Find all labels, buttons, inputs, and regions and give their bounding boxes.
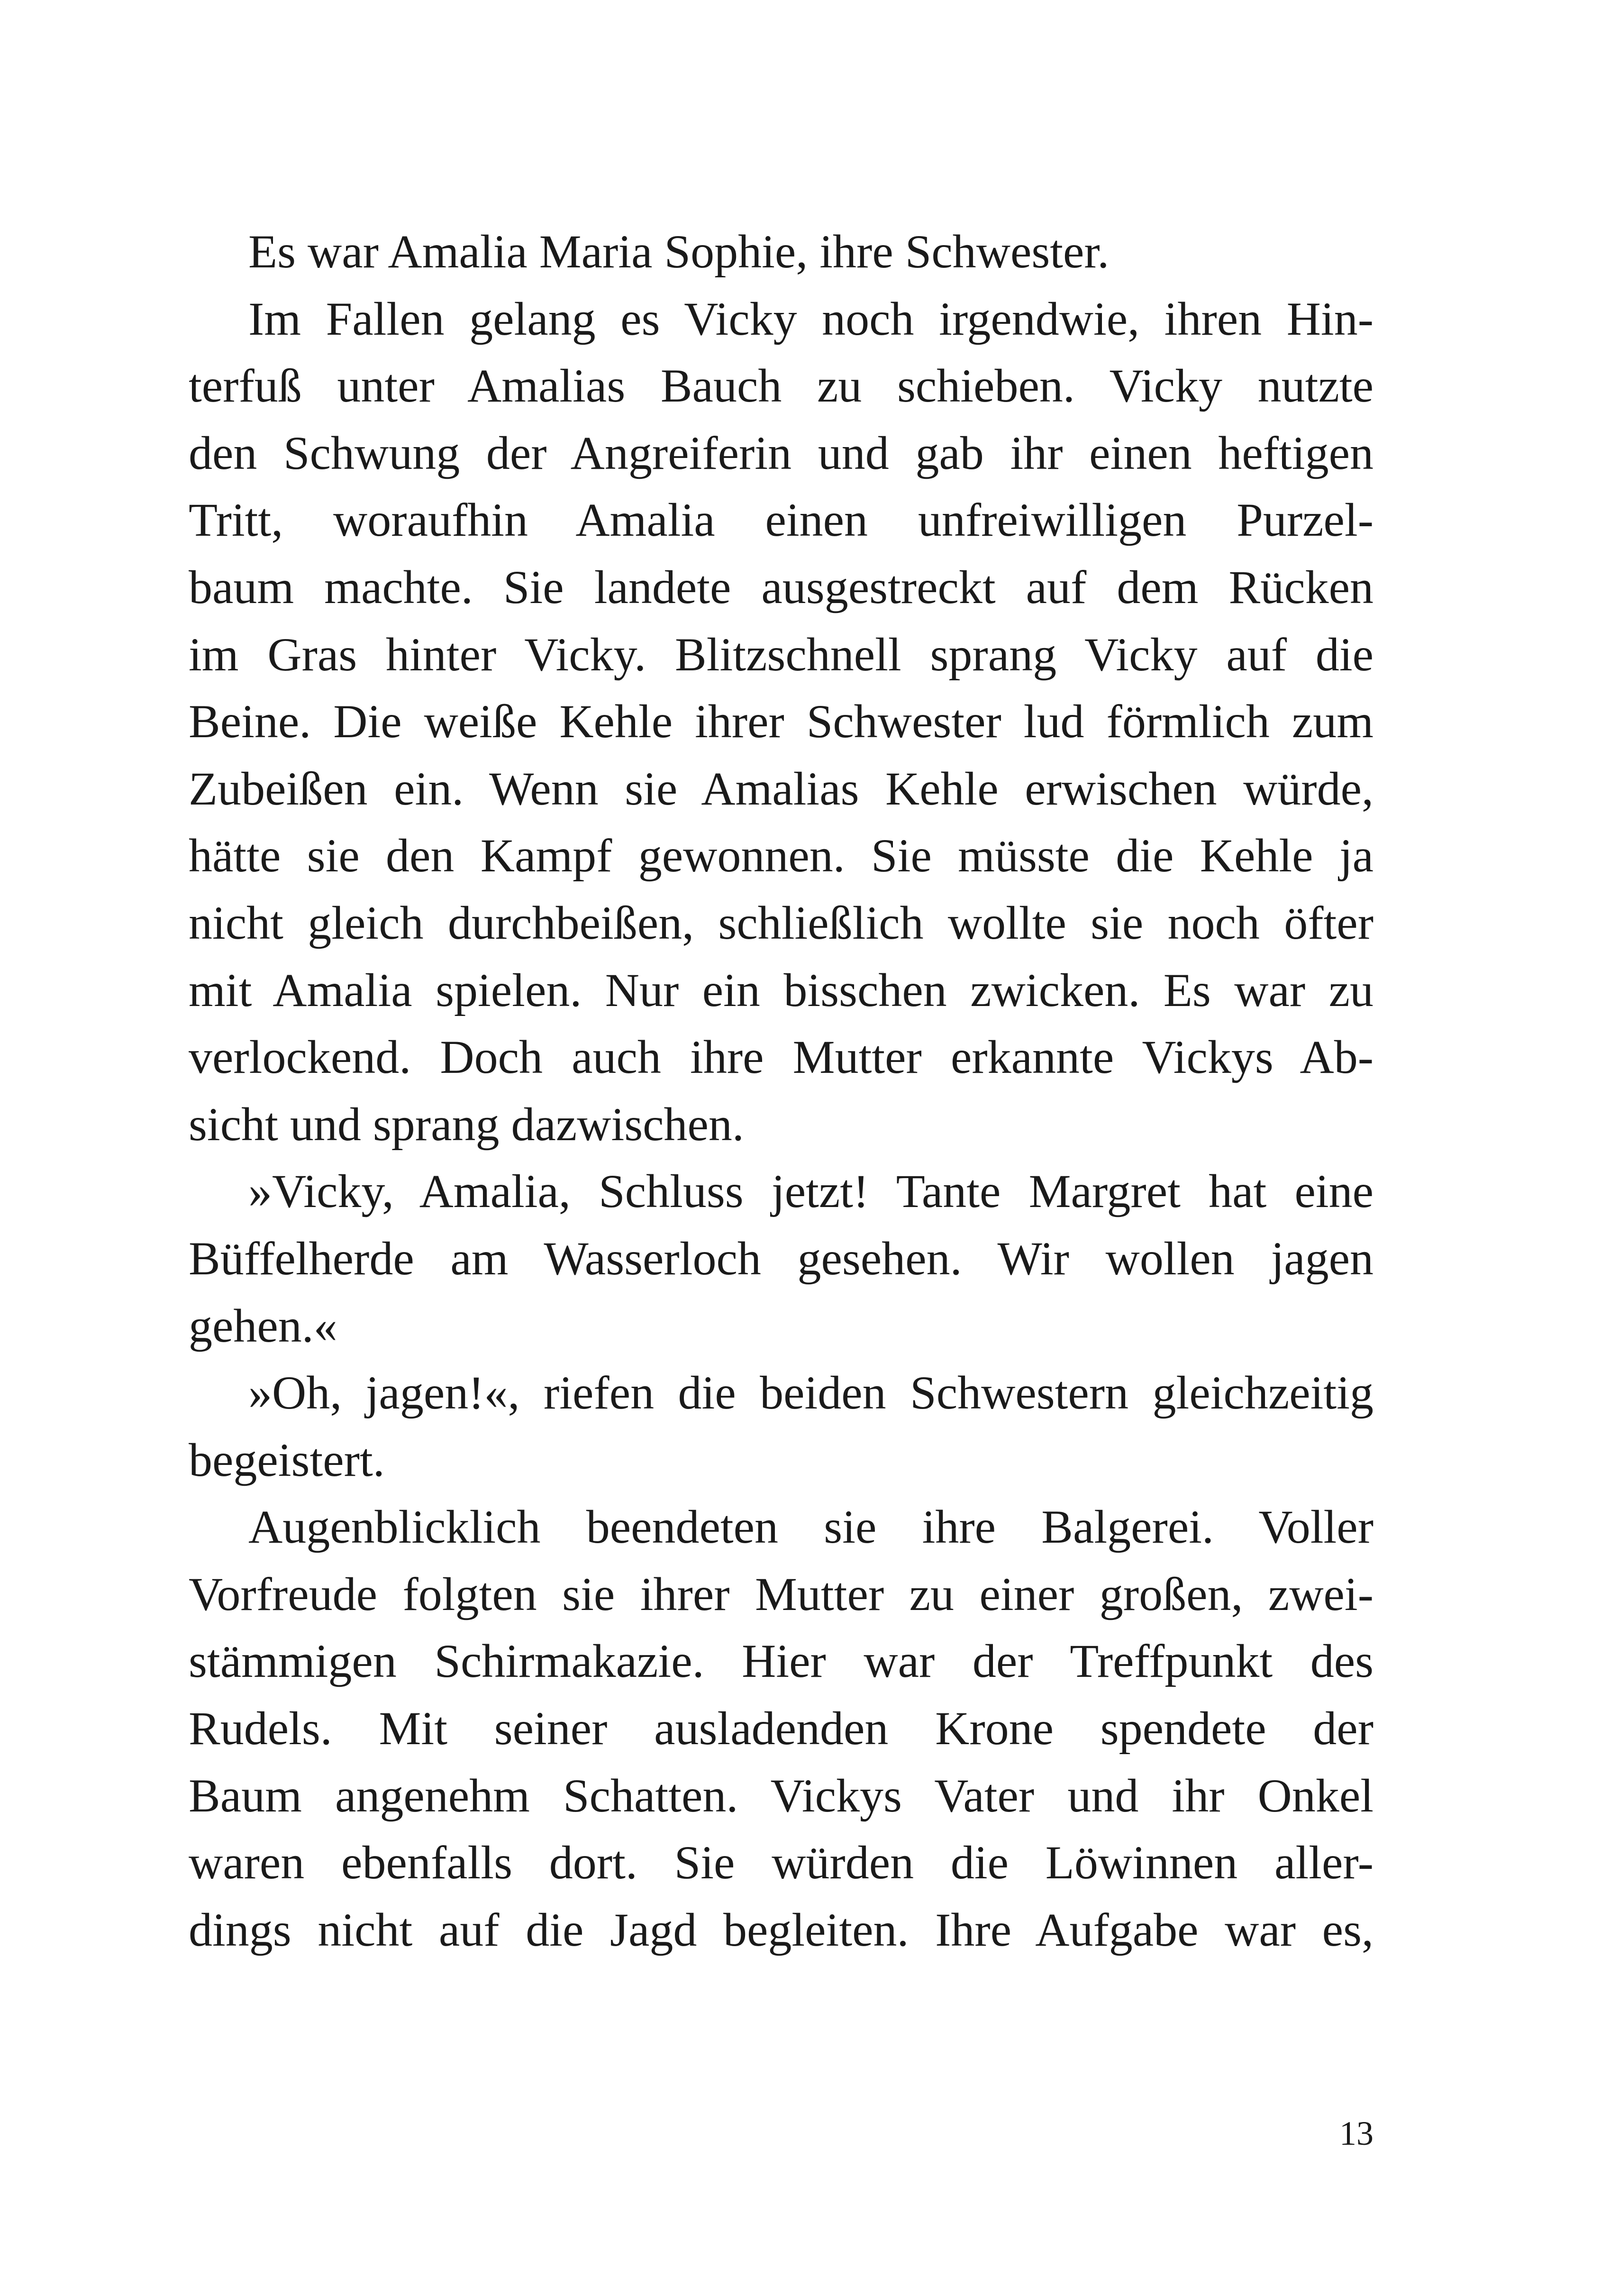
text-line: gehen.«: [189, 1299, 337, 1352]
text-line: terfuß unter Amalias Bauch zu schieben. Vicky nutzte: [189, 359, 1374, 412]
text-line: »Oh, jagen!«, riefen die beiden Schwestern gleichzeitig: [248, 1366, 1374, 1419]
text-line: Baum angenehm Schatten. Vickys Vater und ihr Onkel: [189, 1769, 1374, 1822]
text-line: Es war Amalia Maria Sophie, ihre Schwester.: [248, 225, 1110, 278]
text-line: den Schwung der Angreiferin und gab ihr einen heftigen: [189, 426, 1374, 479]
text-line: sicht und sprang dazwischen.: [189, 1098, 744, 1151]
text-line: Vorfreude folgten sie ihrer Mutter zu einer großen, zwei-: [189, 1567, 1374, 1620]
text-line: stämmigen Schirmakazie. Hier war der Treffpunkt des: [189, 1635, 1374, 1688]
page-number: 13: [1339, 2114, 1374, 2152]
text-line: begeistert.: [189, 1433, 385, 1486]
text-line: mit Amalia spielen. Nur ein bisschen zwicken. Es war zu: [189, 963, 1374, 1016]
text-line: Zubeißen ein. Wenn sie Amalias Kehle erwischen würde,: [189, 762, 1374, 815]
text-line: baum machte. Sie landete ausgestreckt auf dem Rücken: [189, 560, 1374, 613]
body-text: [189, 218, 1374, 1963]
text-line: im Gras hinter Vicky. Blitzschnell sprang Vicky auf die: [189, 628, 1374, 681]
text-line: Tritt, woraufhin Amalia einen unfreiwilligen Purzel-: [189, 494, 1374, 547]
text-line: »Vicky, Amalia, Schluss jetzt! Tante Margret hat eine: [248, 1165, 1374, 1218]
text-line: verlockend. Doch auch ihre Mutter erkannte Vickys Ab-: [189, 1031, 1374, 1084]
text-line: waren ebenfalls dort. Sie würden die Löwinnen aller-: [189, 1836, 1374, 1889]
text-line: Im Fallen gelang es Vicky noch irgendwie, ihren Hin-: [248, 292, 1374, 345]
text-line: Augenblicklich beendeten sie ihre Balgerei. Voller: [248, 1500, 1374, 1554]
text-line: dings nicht auf die Jagd begleiten. Ihre Aufgabe war es,: [189, 1903, 1374, 1956]
text-line: Rudels. Mit seiner ausladenden Krone spendete der: [189, 1702, 1374, 1755]
text-line: nicht gleich durchbeißen, schließlich wollte sie noch öfter: [189, 896, 1374, 949]
text-line: hätte sie den Kampf gewonnen. Sie müsste die Kehle ja: [189, 829, 1374, 882]
text-line: Beine. Die weiße Kehle ihrer Schwester lud förmlich zum: [189, 695, 1374, 748]
text-line: Büffelherde am Wasserloch gesehen. Wir wollen jagen: [189, 1232, 1374, 1285]
